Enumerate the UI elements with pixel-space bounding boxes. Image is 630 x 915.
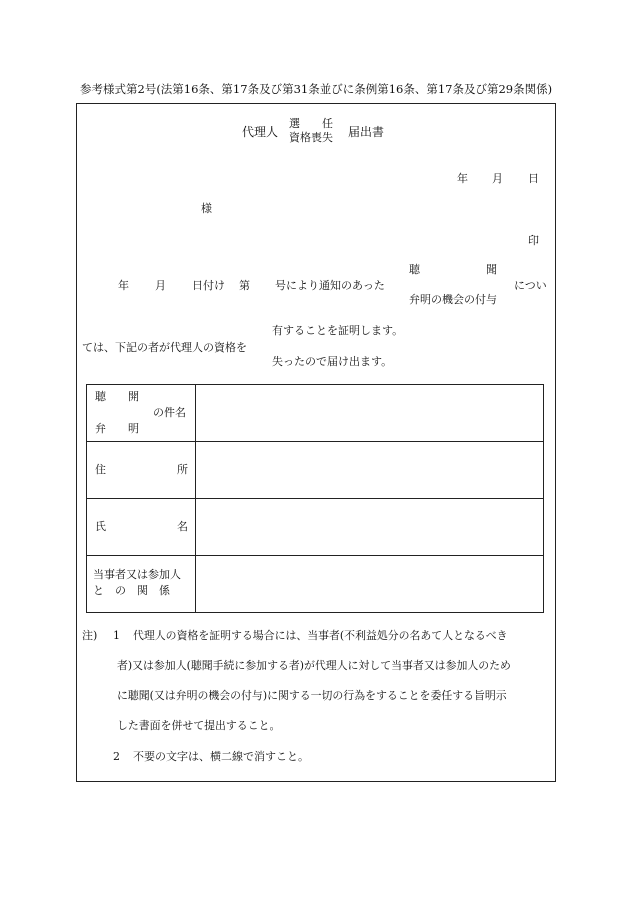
note-2-text: 不要の文字は、横二線で消すこと。 — [133, 750, 309, 763]
case-label-bottom: 弁 明 — [95, 422, 139, 435]
statement-alt-top: 有することを証明します。 — [272, 324, 404, 337]
notice-tail: につい — [514, 279, 547, 292]
statement-alt-bottom: 失ったので届け出ます。 — [272, 355, 393, 368]
date-month: 月 — [492, 172, 503, 185]
notice-alt-bottom: 弁明の機会の付与 — [409, 293, 497, 306]
case-label-mid: の件名 — [153, 406, 186, 419]
name-label-right: 名 — [177, 520, 188, 533]
table-row-divider — [87, 441, 543, 442]
table-row-divider — [87, 498, 543, 499]
date-day: 日 — [528, 172, 539, 185]
address-label-left: 住 — [95, 463, 106, 476]
notice-year: 年 — [118, 279, 129, 292]
note-1-line: に聴聞(又は弁明の機会の付与)に関する一切の行為をすることを委任する旨明示 — [117, 689, 507, 702]
note-2-number: 2 — [113, 750, 120, 763]
notice-month: 月 — [155, 279, 166, 292]
seal-mark: 印 — [528, 234, 539, 247]
statement-prefix: ては、下記の者が代理人の資格を — [82, 341, 247, 354]
title-select-bottom: 資格喪失 — [289, 131, 333, 144]
note-1-line: 者)又は参加人(聴聞手続に参加する者)が代理人に対して当事者又は参加人のため — [117, 659, 511, 672]
note-1-line: 代理人の資格を証明する場合には、当事者(不利益処分の名あて人となるべき — [133, 629, 508, 642]
relation-label-top: 当事者又は参加人 — [93, 568, 181, 581]
relation-label-bottom: と の 関 係 — [93, 584, 170, 597]
title-select-top: 選 任 — [289, 117, 333, 130]
info-table — [86, 384, 544, 613]
case-label-top: 聴 開 — [95, 390, 139, 403]
note-1-line: した書面を併せて提出すること。 — [117, 719, 281, 732]
notice-alt-top: 聴 聞 — [409, 263, 497, 276]
table-row-divider — [87, 555, 543, 556]
notice-no-prefix: 第 — [239, 279, 250, 292]
note-1-number: 1 — [113, 629, 120, 642]
name-label-left: 氏 — [95, 520, 106, 533]
form-header: 参考様式第2号(法第16条、第17条及び第31条並びに条例第16条、第17条及び第29条関係) — [80, 82, 553, 96]
date-year: 年 — [457, 172, 468, 185]
addressee-suffix: 様 — [201, 202, 212, 215]
notice-no-suffix: 号により通知のあった — [275, 279, 385, 292]
notice-dated: 日付け — [192, 279, 225, 292]
title-suffix: 届出書 — [348, 125, 385, 139]
title-agent: 代理人 — [242, 125, 279, 139]
notes-label: 注) — [82, 629, 98, 642]
address-label-right: 所 — [177, 463, 188, 476]
